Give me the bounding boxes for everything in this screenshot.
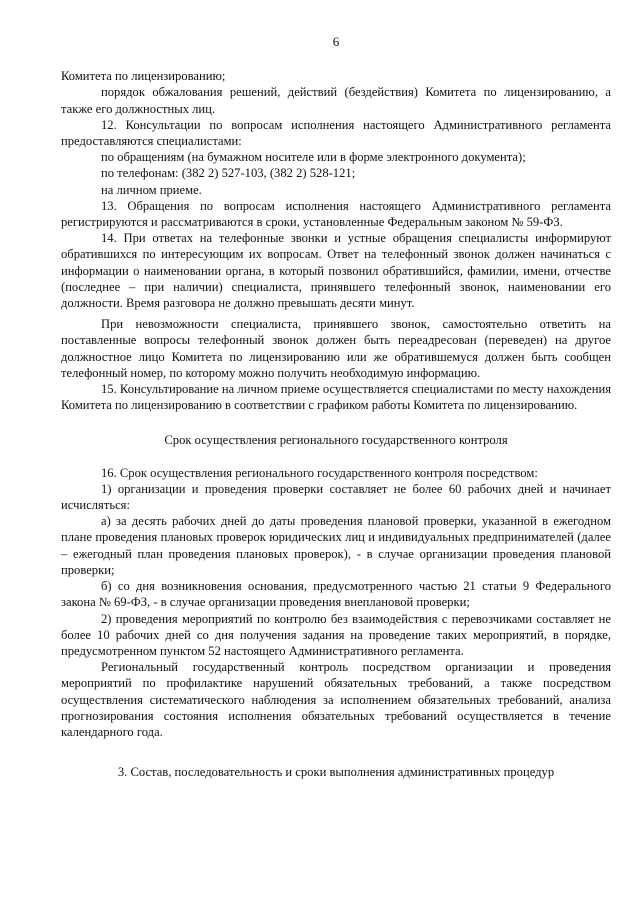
paragraph: 13. Обращения по вопросам исполнения настоящего Административного регламента регистрируются и рассматриваются в сроки, установленные Федеральным законом № 59-ФЗ.	[61, 198, 611, 230]
paragraph: б) со дня возникновения основания, предусмотренного частью 21 статьи 9 Федерального закона № 69-ФЗ, - в случае организации проведения внеплановой проверки;	[61, 579, 611, 610]
paragraph: по телефонам: (382 2) 527-103, (382 2) 528-121;	[101, 166, 356, 181]
paragraph: на личном приеме.	[101, 182, 202, 197]
paragraph: 16. Срок осуществления регионального государственного контроля посредством:	[101, 465, 538, 480]
paragraph: 15. Консультирование на личном приеме осуществляется специалистами по месту нахождения Комитета по лицензированию в соответствии с графиком работы Комитета по лицензированию.	[61, 382, 611, 413]
paragraph: Комитета по лицензированию;	[61, 69, 226, 84]
section-heading: Срок осуществления регионального государственного контроля	[164, 433, 508, 448]
paragraph: 14. При ответах на телефонные звонки и устные обращения специалисты информируют обратившихся по интересующим их вопросам. Ответ на телефонный звонок должен начинаться с информации о наименовании органа, в который позвонил обратившийся, фамилии, имени, отчестве (последнее – при наличии) специалиста, принявшего телефонный звонок, наименовании его должности. Время разговора не должно превышать десяти минут.	[61, 231, 611, 311]
paragraph: 1) организации и проведения проверки составляет не более 60 рабочих дней и начинает исчисляться:	[61, 481, 611, 513]
chapter-heading: 3. Состав, последовательность и сроки выполнения административных процедур	[117, 765, 555, 780]
page-number: 6	[332, 34, 340, 49]
paragraph: 2) проведения мероприятий по контролю без взаимодействия с перевозчиками составляет не более 10 рабочих дней со дня получения задания на проведение таких мероприятий, в порядке, предусмотренном пунктом 52 настоящего Административного регламента.	[61, 611, 611, 658]
document-page	[61, 34, 611, 796]
paragraph: 12. Консультации по вопросам исполнения настоящего Административного регламента предоставляются специалистами:	[61, 117, 611, 149]
paragraph: а) за десять рабочих дней до даты проведения плановой проверки, указанной в ежегодном плане проведения плановых проверок юридических лиц и индивидуальных предпринимателей (далее – ежегодный план проведения плановых проверок), - в случае организации проведения плановой проверки;	[61, 514, 611, 577]
paragraph: При невозможности специалиста, принявшего звонок, самостоятельно ответить на поставленные вопросы телефонный звонок должен быть переадресован (переведен) на другое должностное лицо Комитета по лицензированию или же обратившемуся должен быть сообщен телефонный номер, по которому можно получить необходимую информацию.	[61, 317, 611, 380]
paragraph: порядок обжалования решений, действий (бездействия) Комитета по лицензированию, а также его должностных лиц.	[61, 85, 611, 116]
paragraph: Региональный государственный контроль посредством организации и проведения мероприятий по профилактике нарушений обязательных требований, а также посредством осуществления систематического наблюдения за исполнением обязательных требований, анализа прогнозирования состояния исполнения обязательных требований осуществляется в течение календарного года.	[61, 660, 611, 739]
paragraph: по обращениям (на бумажном носителе или в форме электронного документа);	[101, 150, 526, 165]
